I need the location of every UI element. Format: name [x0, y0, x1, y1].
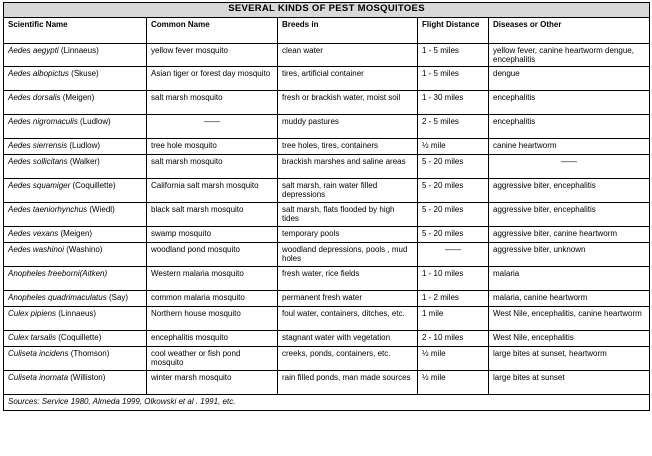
scientific-name: Aedes sollicitans — [8, 156, 68, 166]
scientific-name-cell — [4, 346, 147, 370]
table-row — [4, 66, 650, 90]
flight-distance-cell — [418, 306, 489, 330]
scientific-name: Anopheles freeborni — [8, 268, 80, 278]
diseases-text: encephalitis — [493, 116, 536, 126]
flight-distance-text: 5 - 20 miles — [422, 180, 464, 190]
species-authority: (Linnaeus) — [58, 46, 99, 55]
common-name-text: common malaria mosquito — [151, 292, 245, 302]
flight-distance-text: 1 - 10 miles — [422, 268, 464, 278]
species-authority: (Williston) — [68, 372, 106, 382]
flight-distance-text: 1 - 5 miles — [422, 68, 459, 78]
diseases-text: aggressive biter, encephalitis — [493, 180, 596, 190]
common-name-text: Asian tiger or forest day mosquito — [151, 68, 271, 78]
table-row — [4, 330, 650, 346]
scientific-name-cell — [4, 330, 147, 346]
sources-note — [4, 394, 650, 410]
flight-distance-text: 5 - 20 miles — [422, 156, 464, 166]
scientific-name: Aedes nigromaculis — [8, 116, 78, 126]
breeds-in-cell — [278, 138, 418, 154]
species-authority: (Coquillette) — [70, 180, 116, 190]
species-authority: (Walker) — [67, 156, 100, 166]
diseases-text: large bites at sunset, heartworm — [493, 348, 607, 358]
common-name-text: woodland pond mosquito — [151, 244, 240, 254]
diseases-text: canine heartworm — [493, 140, 557, 150]
diseases-text: dengue — [493, 68, 520, 78]
breeds-in-cell — [278, 290, 418, 306]
source-almeda-year: 1999, — [119, 396, 145, 406]
source-olkowski-year: . 1991, etc. — [193, 396, 236, 406]
common-name-text: —— — [204, 116, 220, 126]
breeds-in-text: foul water, containers, ditches, etc. — [282, 308, 405, 318]
scientific-name-cell — [4, 290, 147, 306]
header-flight-distance: Flight Distance — [418, 18, 489, 44]
species-authority: (Wiedl) — [87, 204, 115, 214]
common-name-cell — [147, 114, 278, 138]
breeds-in-text: tires, artificial container — [282, 68, 364, 78]
diseases-text: yellow fever, canine heartworm dengue, encephalitis — [493, 46, 634, 65]
scientific-name: Culiseta inornata — [8, 372, 69, 382]
species-authority: (Say) — [106, 292, 129, 302]
breeds-in-text: fresh or brackish water, moist soil — [282, 92, 401, 102]
header-row — [4, 18, 650, 44]
breeds-in-text: woodland depressions, pools , mud holes — [282, 244, 408, 264]
flight-distance-text: —— — [445, 244, 461, 254]
common-name-text: salt marsh mosquito — [151, 92, 223, 102]
table-row — [4, 114, 650, 138]
diseases-cell — [489, 90, 650, 114]
species-authority: (Thomson) — [68, 348, 110, 358]
breeds-in-cell — [278, 44, 418, 67]
breeds-in-cell — [278, 370, 418, 394]
breeds-in-cell — [278, 306, 418, 330]
diseases-cell — [489, 346, 650, 370]
flight-distance-cell — [418, 138, 489, 154]
diseases-cell — [489, 306, 650, 330]
common-name-text: salt marsh mosquito — [151, 156, 223, 166]
common-name-text: Northern house mosquito — [151, 308, 241, 318]
scientific-name-cell — [4, 266, 147, 290]
scientific-name-cell — [4, 202, 147, 226]
flight-distance-cell — [418, 242, 489, 266]
flight-distance-cell — [418, 346, 489, 370]
common-name-cell — [147, 370, 278, 394]
flight-distance-text: 5 - 20 miles — [422, 228, 464, 238]
flight-distance-cell — [418, 178, 489, 202]
breeds-in-cell — [278, 178, 418, 202]
flight-distance-text: 2 - 10 miles — [422, 332, 464, 342]
common-name-text: yellow fever mosquito — [151, 46, 228, 55]
common-name-cell — [147, 290, 278, 306]
breeds-in-text: salt marsh, rain water filled depressions — [282, 180, 378, 200]
diseases-cell — [489, 44, 650, 67]
diseases-cell — [489, 242, 650, 266]
breeds-in-cell — [278, 330, 418, 346]
sources-label: Sources: — [8, 396, 42, 406]
flight-distance-text: ½ mile — [422, 372, 446, 382]
diseases-text: aggressive biter, encephalitis — [493, 204, 596, 214]
diseases-cell — [489, 370, 650, 394]
table-row — [4, 290, 650, 306]
scientific-name-cell — [4, 178, 147, 202]
breeds-in-cell — [278, 266, 418, 290]
scientific-name: Aedes dorsalis — [8, 92, 61, 102]
breeds-in-text: fresh water, rice fields — [282, 268, 360, 278]
breeds-in-cell — [278, 114, 418, 138]
flight-distance-cell — [418, 266, 489, 290]
scientific-name: Aedes aegypti — [8, 46, 59, 55]
flight-distance-cell — [418, 226, 489, 242]
diseases-text: aggressive biter, canine heartworm — [493, 228, 618, 238]
header-diseases: Diseases or Other — [489, 18, 650, 44]
table-row — [4, 266, 650, 290]
diseases-text: malaria — [493, 268, 520, 278]
flight-distance-text: 1 mile — [422, 308, 444, 318]
scientific-name: Culex pipiens — [8, 308, 57, 318]
common-name-cell — [147, 66, 278, 90]
species-authority: (Skuse) — [68, 68, 99, 78]
common-name-cell — [147, 202, 278, 226]
diseases-cell — [489, 66, 650, 90]
diseases-cell — [489, 226, 650, 242]
species-authority: (Ludlow) — [67, 140, 101, 150]
flight-distance-cell — [418, 90, 489, 114]
diseases-cell — [489, 138, 650, 154]
common-name-cell — [147, 178, 278, 202]
scientific-name: Aedes sierrensis — [8, 140, 68, 150]
breeds-in-text: temporary pools — [282, 228, 340, 238]
diseases-cell — [489, 266, 650, 290]
diseases-text: West Nile, encephalitis — [493, 332, 574, 342]
flight-distance-text: 1 - 2 miles — [422, 292, 459, 302]
breeds-in-text: clean water — [282, 46, 323, 55]
scientific-name: Culex tarsalis — [8, 332, 57, 342]
species-authority: (Meigen) — [60, 92, 95, 102]
diseases-cell — [489, 330, 650, 346]
breeds-in-text: rain filled ponds, man made sources — [282, 372, 411, 382]
scientific-name: Aedes squamiger — [8, 180, 71, 190]
scientific-name: Culiseta incidens — [8, 348, 69, 358]
scientific-name: Anopheles quadrimaculatus — [8, 292, 107, 302]
breeds-in-text: creeks, ponds, containers, etc. — [282, 348, 391, 358]
species-authority: (Washino) — [64, 244, 103, 254]
table-row — [4, 202, 650, 226]
diseases-cell — [489, 178, 650, 202]
source-olkowski: Olkowski et al — [144, 396, 194, 406]
flight-distance-text: 1 - 5 miles — [422, 46, 459, 55]
scientific-name: Aedes taeniorhynchus — [8, 204, 88, 214]
common-name-cell — [147, 154, 278, 178]
breeds-in-cell — [278, 242, 418, 266]
flight-distance-cell — [418, 154, 489, 178]
common-name-cell — [147, 90, 278, 114]
breeds-in-text: stagnant water with vegetation — [282, 332, 391, 342]
common-name-text: California salt marsh mosquito — [151, 180, 259, 190]
diseases-cell — [489, 202, 650, 226]
table-row — [4, 90, 650, 114]
scientific-name-cell — [4, 242, 147, 266]
flight-distance-cell — [418, 290, 489, 306]
diseases-text: large bites at sunset — [493, 372, 565, 382]
breeds-in-cell — [278, 66, 418, 90]
common-name-cell — [147, 266, 278, 290]
source-service-year: 1980, — [68, 396, 93, 406]
table-row — [4, 242, 650, 266]
header-common-name: Common Name — [147, 18, 278, 44]
species-authority: (Linnaeus) — [56, 308, 97, 318]
scientific-name-cell — [4, 66, 147, 90]
common-name-cell — [147, 242, 278, 266]
common-name-cell — [147, 306, 278, 330]
common-name-cell — [147, 330, 278, 346]
breeds-in-text: salt marsh, flats flooded by high tides — [282, 204, 395, 224]
diseases-text: aggressive biter, unknown — [493, 244, 586, 254]
flight-distance-text: 1 - 30 miles — [422, 92, 464, 102]
scientific-name-cell — [4, 226, 147, 242]
table-row — [4, 346, 650, 370]
breeds-in-cell — [278, 202, 418, 226]
table-row — [4, 306, 650, 330]
scientific-name-cell — [4, 44, 147, 67]
breeds-in-text: brackish marshes and saline areas — [282, 156, 406, 166]
diseases-cell — [489, 154, 650, 178]
diseases-text: West Nile, encephalitis, canine heartworm — [493, 308, 642, 318]
table-row — [4, 44, 650, 67]
table-row — [4, 154, 650, 178]
header-breeds-in: Breeds in — [278, 18, 418, 44]
flight-distance-cell — [418, 114, 489, 138]
scientific-name-cell — [4, 90, 147, 114]
common-name-cell — [147, 138, 278, 154]
breeds-in-cell — [278, 154, 418, 178]
species-authority: (Aitken) — [79, 268, 108, 278]
sources-row — [4, 394, 650, 410]
scientific-name-cell — [4, 114, 147, 138]
common-name-text: winter marsh mosquito — [151, 372, 232, 382]
common-name-cell — [147, 346, 278, 370]
common-name-text: Western malaria mosquito — [151, 268, 244, 278]
flight-distance-cell — [418, 370, 489, 394]
species-authority: (Ludlow) — [77, 116, 111, 126]
source-service: Service — [41, 396, 69, 406]
mosquito-table — [3, 2, 650, 411]
scientific-name-cell — [4, 154, 147, 178]
scientific-name-cell — [4, 370, 147, 394]
flight-distance-cell — [418, 330, 489, 346]
common-name-cell — [147, 44, 278, 67]
common-name-text: encephalitis mosquito — [151, 332, 228, 342]
species-authority: (Meigen) — [58, 228, 93, 238]
species-authority: (Coquillette) — [56, 332, 102, 342]
source-almeda: Almeda — [92, 396, 120, 406]
flight-distance-cell — [418, 66, 489, 90]
common-name-text: cool weather or fish pond mosquito — [151, 348, 241, 368]
table-row — [4, 226, 650, 242]
common-name-text: black salt marsh mosquito — [151, 204, 244, 214]
flight-distance-text: ½ mile — [422, 140, 446, 150]
diseases-text: malaria, canine heartworm — [493, 292, 588, 302]
flight-distance-text: 5 - 20 miles — [422, 204, 464, 214]
diseases-cell — [489, 114, 650, 138]
breeds-in-text: tree holes, tires, containers — [282, 140, 379, 150]
flight-distance-cell — [418, 202, 489, 226]
breeds-in-cell — [278, 226, 418, 242]
diseases-text: encephalitis — [493, 92, 536, 102]
table-row — [4, 138, 650, 154]
table-row — [4, 178, 650, 202]
flight-distance-text: 2 - 5 miles — [422, 116, 459, 126]
common-name-cell — [147, 226, 278, 242]
common-name-text: tree hole mosquito — [151, 140, 217, 150]
scientific-name-cell — [4, 306, 147, 330]
table-row — [4, 370, 650, 394]
breeds-in-cell — [278, 90, 418, 114]
scientific-name-cell — [4, 138, 147, 154]
scientific-name: Aedes albopictus — [8, 68, 69, 78]
header-scientific-name: Scientific Name — [4, 18, 147, 44]
title-row — [4, 3, 650, 18]
table-title: SEVERAL KINDS OF PEST MOSQUITOES — [4, 3, 650, 18]
scientific-name: Aedes vexans — [8, 228, 59, 238]
scientific-name: Aedes washinoi — [8, 244, 65, 254]
common-name-text: swamp mosquito — [151, 228, 212, 238]
breeds-in-text: permanent fresh water — [282, 292, 363, 302]
flight-distance-text: ½ mile — [422, 348, 446, 358]
breeds-in-cell — [278, 346, 418, 370]
diseases-text: —— — [561, 156, 577, 166]
diseases-cell — [489, 290, 650, 306]
flight-distance-cell — [418, 44, 489, 67]
breeds-in-text: muddy pastures — [282, 116, 339, 126]
